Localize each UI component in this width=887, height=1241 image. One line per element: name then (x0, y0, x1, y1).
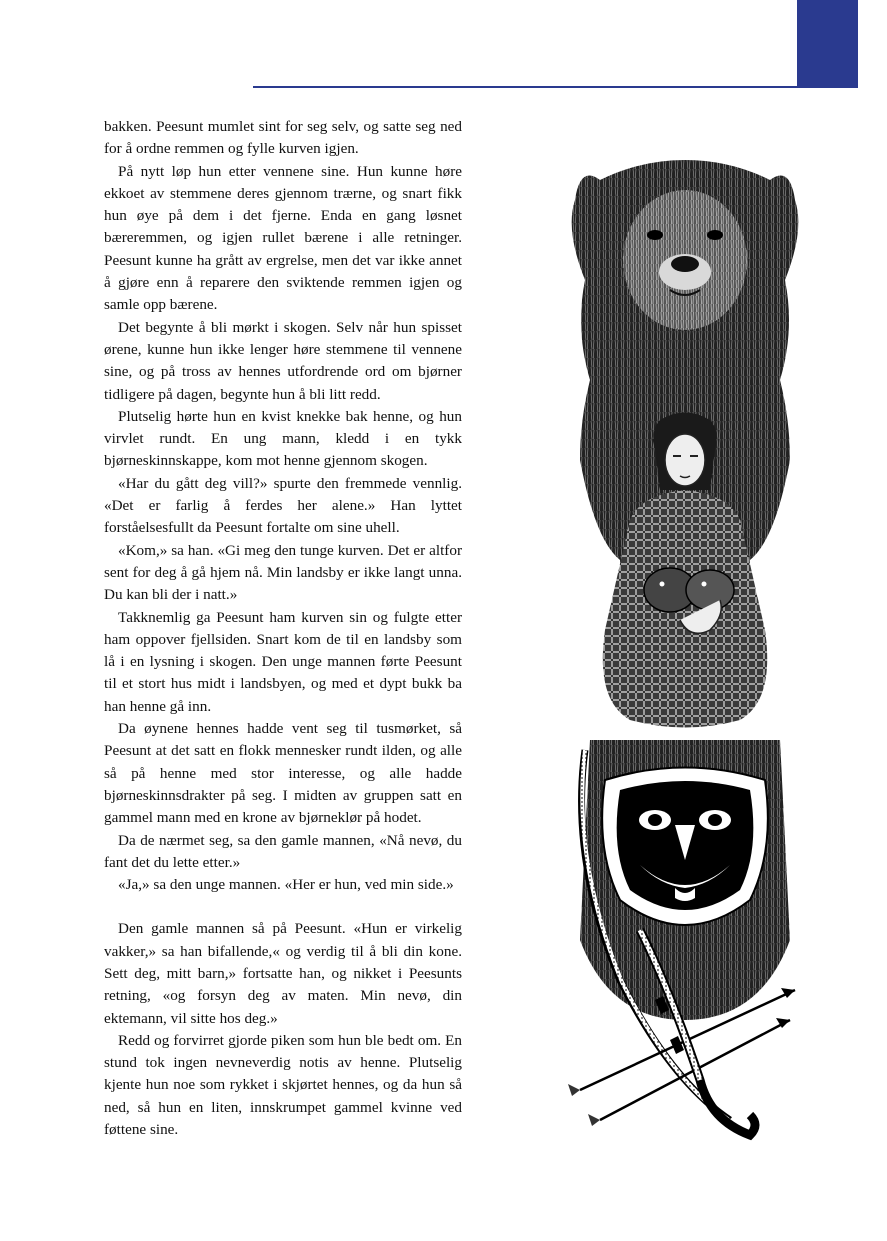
bear-totem-illustration (560, 160, 810, 1150)
paragraph: Redd og forvirret gjorde piken som hun ble bedt om. En stund tok ingen nevneverdig notis av henne. Plutselig kjente hun noe som rykket i skjørtet hennes, og da hun så ned, så hun en liten, innskrumpet gammel kvinne ved føttene sine. (104, 1031, 462, 1139)
chapter-tab (797, 0, 858, 88)
paragraph: Takknemlig ga Peesunt ham kurven sin og fulgte etter ham oppover fjellsiden. Snart kom de til en landsby som lå i en lysning i skogen. Den unge mannen førte Peesunt til et stort hus midt i landsbyen, og med et dypt bukk ba han henne gå inn. (104, 608, 462, 715)
paragraph: «Har du gått deg vill?» spurte den fremmede vennlig. «Det er farlig å ferdes her alene.» Han lyttet forståelsesfullt da Peesunt fortalte om sine uhell. (104, 474, 462, 537)
paragraph: På nytt løp hun etter vennene sine. Hun kunne høre ekkoet av stemmene deres gjennom trærne, og snart fikk hun øye på dem i det fjerne. Enda en gang løsnet bæreremmen, og igjen rullet bærene i alle retninger. Peesunt kunne ha grått av ergrelse, men det var ikke annet å gjøre enn å reparere den sviktende remmen igjen og samle opp bærene. (104, 162, 462, 314)
header-rule (253, 86, 798, 88)
paragraph: Plutselig hørte hun en kvist knekke bak henne, og hun virvlet rundt. En ung mann, kledd i en tykk bjørneskinnskappe, kom mot henne gjennom skogen. (104, 407, 462, 470)
story-text-column (104, 116, 462, 1141)
paragraph: Da de nærmet seg, sa den gamle mannen, «Nå nevø, du fant det du lette etter.» (104, 831, 462, 871)
mask-face-icon (580, 740, 790, 1020)
paragraph: Den gamle mannen så på Peesunt. «Hun er virkelig vakker,» sa han bifallende,« og verdig til å bli din kone. Sett deg, mitt barn,» fortsatte han, og nikket i Peesunts retning, «og forsyn deg av maten. Min nevø, din ektemann, vil sitte hos deg.» (104, 920, 462, 1027)
paragraph: «Kom,» sa han. «Gi meg den tunge kurven. Det er altfor sent for deg å gå hjem nå. Min landsby er ikke langt unna. Du kan bli der i natt.» (104, 541, 462, 604)
paragraph: Det begynte å bli mørkt i skogen. Selv når hun spisset ørene, kunne hun ikke lenger høre stemmene til vennene sine, og på tross av hennes utfordrende ord om bjørner tidligere på dagen, begynte hun å bli litt redd. (104, 318, 462, 403)
paragraph: «Ja,» sa den unge mannen. «Her er hun, ved min side.» (118, 876, 454, 894)
paragraph: Da øynene hennes hadde vent seg til tusmørket, så Peesunt at det satt en flokk mennesker rundt ilden, og alle så på henne med stor interesse, og alle hadde bjørneskinnsdrakter på seg. I midten av gruppen satt en gammel mann med en krone av bjørneklør på hodet. (104, 720, 462, 827)
paragraph: bakken. Peesunt mumlet sint for seg selv, og satte seg ned for å ordne remmen og fylle kurven igjen. (104, 118, 462, 158)
